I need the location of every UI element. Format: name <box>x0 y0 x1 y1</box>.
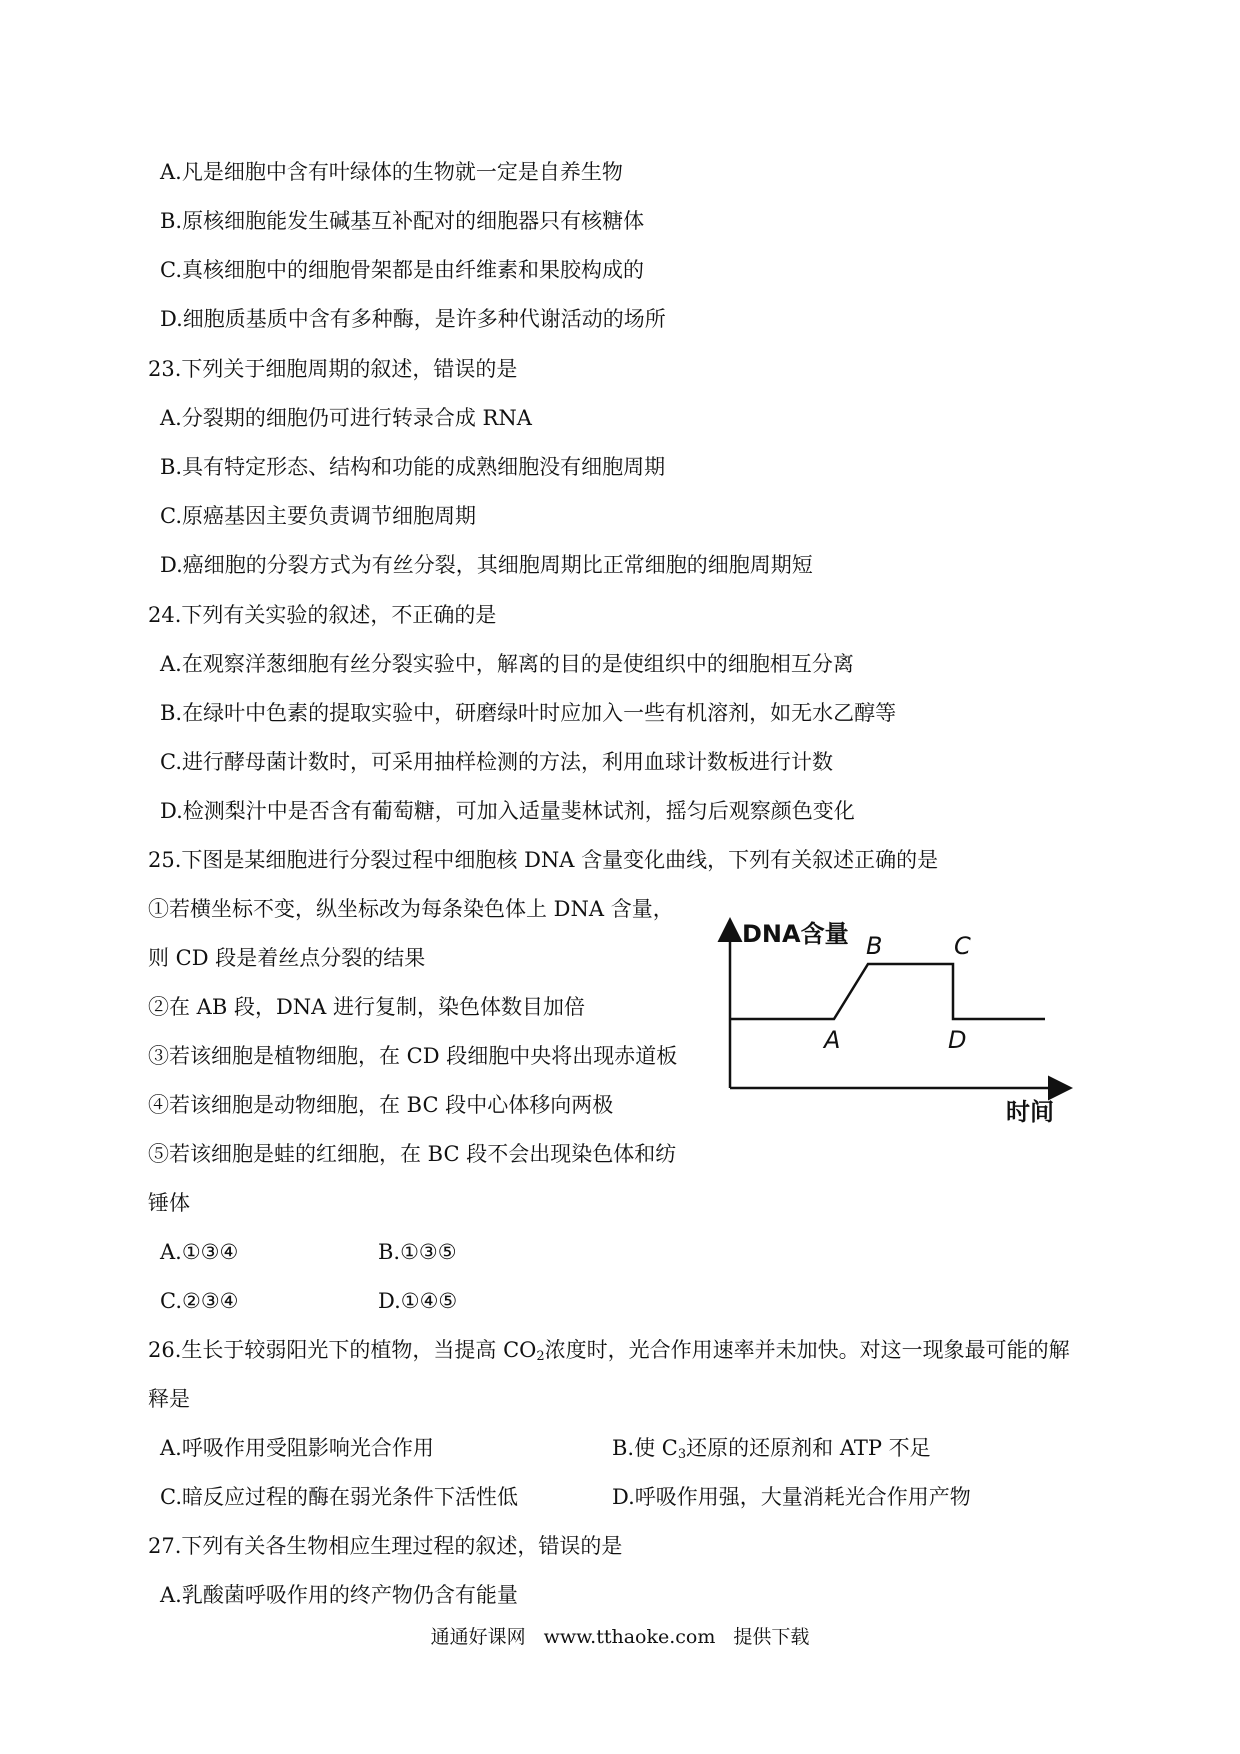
q25-statement-3: ③若该细胞是植物细胞，在 CD 段细胞中央将出现赤道板 <box>148 1044 678 1068</box>
q26-stem-part2: 浓度时，光合作用速率并未加快。对这一现象最可能的解 <box>544 1338 1070 1362</box>
q22-option-a: A.凡是细胞中含有叶绿体的生物就一定是自养生物 <box>160 160 623 184</box>
point-a-label: A <box>824 1026 841 1054</box>
point-d-label: D <box>948 1026 967 1054</box>
q26-stem-line2: 释是 <box>148 1387 190 1411</box>
footer-site-name: 通通好课网 <box>430 1626 526 1648</box>
q26-option-b-part1: B.使 C <box>612 1436 678 1460</box>
q26-option-b-part2: 还原的还原剂和 ATP 不足 <box>686 1436 931 1460</box>
q23-option-c: C.原癌基因主要负责调节细胞周期 <box>160 504 476 528</box>
q26-stem <box>148 1336 1070 1364</box>
dna-content-curve-diagram <box>700 908 1080 1128</box>
q25-statement-1a: ①若横坐标不变，纵坐标改为每条染色体上 DNA 含量， <box>148 897 674 921</box>
q23-stem: 23.下列关于细胞周期的叙述，错误的是 <box>148 357 518 381</box>
q23-option-a: A.分裂期的细胞仍可进行转录合成 RNA <box>160 406 532 430</box>
q26-option-b-sub: 3 <box>677 1447 687 1462</box>
footer-url[interactable]: www.tthaoke.com <box>543 1626 716 1648</box>
q23-option-b: B.具有特定形态、结构和功能的成熟细胞没有细胞周期 <box>160 455 666 479</box>
q25-statement-5b: 锤体 <box>148 1191 190 1215</box>
q25-option-d: D.①④⑤ <box>378 1289 458 1313</box>
q24-option-c: C.进行酵母菌计数时，可采用抽样检测的方法，利用血球计数板进行计数 <box>160 750 833 774</box>
x-axis-label: 时间 <box>1006 1098 1054 1126</box>
y-axis-label: DNA含量 <box>742 920 849 948</box>
q24-option-b: B.在绿叶中色素的提取实验中，研磨绿叶时应加入一些有机溶剂，如无水乙醇等 <box>160 701 897 725</box>
q26-option-b <box>612 1434 931 1462</box>
q26-option-d: D.呼吸作用强，大量消耗光合作用产物 <box>612 1485 971 1509</box>
q27-stem: 27.下列有关各生物相应生理过程的叙述，错误的是 <box>148 1534 623 1558</box>
q26-option-a: A.呼吸作用受阻影响光合作用 <box>160 1436 434 1460</box>
q22-option-d: D.细胞质基质中含有多种酶，是许多种代谢活动的场所 <box>160 307 666 331</box>
q24-option-d: D.检测梨汁中是否含有葡萄糖，可加入适量斐林试剂，摇匀后观察颜色变化 <box>160 799 855 823</box>
q22-option-c: C.真核细胞中的细胞骨架都是由纤维素和果胶构成的 <box>160 258 644 282</box>
q25-statement-5a: ⑤若该细胞是蛙的红细胞，在 BC 段不会出现染色体和纺 <box>148 1142 677 1166</box>
q25-option-c: C.②③④ <box>160 1289 239 1313</box>
dna-curve <box>730 964 1045 1019</box>
footer-note: 提供下载 <box>733 1626 810 1648</box>
q25-stem: 25.下图是某细胞进行分裂过程中细胞核 DNA 含量变化曲线，下列有关叙述正确的是 <box>148 848 939 872</box>
q25-statement-2: ②在 AB 段，DNA 进行复制，染色体数目加倍 <box>148 995 585 1019</box>
page-footer <box>0 1622 1240 1649</box>
q26-stem-sub: 2 <box>536 1349 545 1364</box>
q25-statement-1b: 则 CD 段是着丝点分裂的结果 <box>148 946 426 970</box>
point-c-label: C <box>954 932 971 960</box>
q25-statement-4: ④若该细胞是动物细胞，在 BC 段中心体移向两极 <box>148 1093 614 1117</box>
q27-option-a: A.乳酸菌呼吸作用的终产物仍含有能量 <box>160 1583 518 1607</box>
q22-option-b: B.原核细胞能发生碱基互补配对的细胞器只有核糖体 <box>160 209 645 233</box>
q25-option-b: B.①③⑤ <box>378 1240 457 1264</box>
q26-stem-part1: 26.生长于较弱阳光下的植物，当提高 CO <box>148 1338 537 1362</box>
q25-option-a: A.①③④ <box>160 1240 239 1264</box>
q24-stem: 24.下列有关实验的叙述，不正确的是 <box>148 603 497 627</box>
q24-option-a: A.在观察洋葱细胞有丝分裂实验中，解离的目的是使组织中的细胞相互分离 <box>160 652 854 676</box>
q23-option-d: D.癌细胞的分裂方式为有丝分裂，其细胞周期比正常细胞的细胞周期短 <box>160 553 813 577</box>
point-b-label: B <box>866 932 883 960</box>
q26-option-c: C.暗反应过程的酶在弱光条件下活性低 <box>160 1485 518 1509</box>
